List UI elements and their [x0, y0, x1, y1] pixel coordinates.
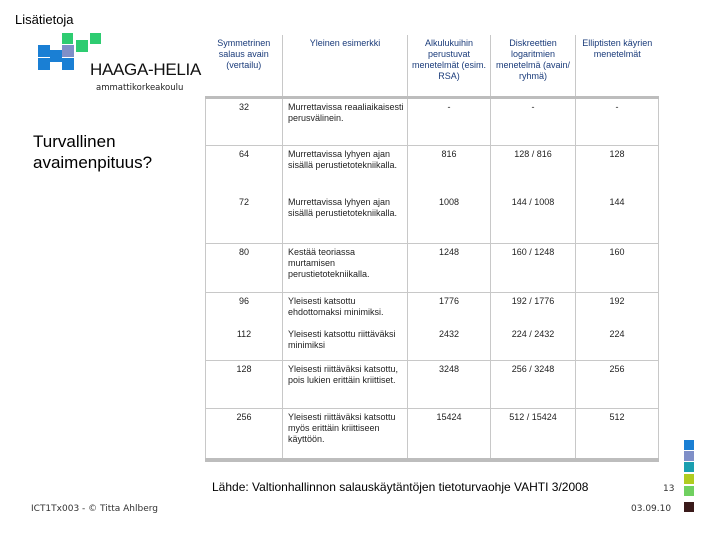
color-square: [684, 474, 694, 484]
table-cell: Yleisesti riittäväksi katsottu myös erittäin kriittiseen käyttöön.: [283, 408, 408, 460]
column-header: Elliptisten käyrien menetelmät: [576, 35, 659, 97]
table-row: [206, 360, 659, 408]
table-cell: 64: [206, 145, 283, 194]
color-square: [684, 451, 694, 461]
color-square: [684, 440, 694, 450]
haaga-helia-logo: [38, 33, 202, 99]
table-cell: 192: [576, 292, 659, 326]
table-cell: Kestää teoriassa murtamisen perustietotekniikalla.: [283, 243, 408, 292]
column-header: Alkulukuihin perustuvat menetelmät (esim. RSA): [408, 35, 491, 97]
table-cell: 256 / 3248: [491, 360, 576, 408]
footer-author: ICT1Tx003 - © Titta Ahlberg: [31, 504, 159, 514]
table-cell: 224: [576, 326, 659, 360]
color-square: [684, 486, 694, 496]
column-header: Diskreettien logaritmien menetelmä (avain/ ryhmä): [491, 35, 576, 97]
table-cell: 160: [576, 243, 659, 292]
table-cell: 160 / 1248: [491, 243, 576, 292]
table-cell: -: [491, 97, 576, 145]
column-header: Symmetrinen salaus avain (vertailu): [206, 35, 283, 97]
table-cell: Yleisesti katsottu ehdottomaksi minimiksi.: [283, 292, 408, 326]
logo-name: HAAGA-HELIA: [90, 60, 202, 79]
page-number: 13: [663, 484, 675, 494]
table-cell: 512 / 15424: [491, 408, 576, 460]
footer-date: 03.09.10: [631, 504, 672, 514]
key-length-table: [205, 35, 659, 462]
table-cell: -: [576, 97, 659, 145]
table-row: [206, 97, 659, 145]
table-cell: 80: [206, 243, 283, 292]
table-cell: 1248: [408, 243, 491, 292]
table-cell: 112: [206, 326, 283, 360]
table-cell: Murrettavissa lyhyen ajan sisällä perustietotekniikalla.: [283, 194, 408, 243]
table-cell: 224 / 2432: [491, 326, 576, 360]
table-cell: 96: [206, 292, 283, 326]
table-cell: 128: [576, 145, 659, 194]
table-cell: 3248: [408, 360, 491, 408]
table-row: [206, 194, 659, 243]
table-cell: 128 / 816: [491, 145, 576, 194]
color-square: [684, 462, 694, 472]
slide-question: [33, 131, 152, 173]
table-cell: Yleisesti katsottu riittäväksi minimiksi: [283, 326, 408, 360]
table-cell: 256: [206, 408, 283, 460]
table-cell: 72: [206, 194, 283, 243]
table-cell: 128: [206, 360, 283, 408]
table-cell: 32: [206, 97, 283, 145]
table-cell: Murrettavissa lyhyen ajan sisällä perustietotekniikalla.: [283, 145, 408, 194]
logo-subtitle: ammattikorkeakoulu: [96, 83, 184, 93]
source-note: Lähde: Valtionhallinnon salauskäytäntöjen tietoturvaohje VAHTI 3/2008: [212, 480, 589, 494]
column-header: Yleinen esimerkki: [283, 35, 408, 97]
question-line: avaimenpituus?: [33, 153, 153, 172]
table-cell: 192 / 1776: [491, 292, 576, 326]
question-line: Turvallinen: [33, 132, 116, 151]
table-row: [206, 145, 659, 194]
table-cell: 816: [408, 145, 491, 194]
table-row: [206, 408, 659, 460]
table-row: [206, 292, 659, 326]
table-cell: 512: [576, 408, 659, 460]
table-cell: 1776: [408, 292, 491, 326]
slide-header: Lisätietoja: [15, 12, 74, 27]
table-row: [206, 243, 659, 292]
table-cell: 2432: [408, 326, 491, 360]
table-cell: 144 / 1008: [491, 194, 576, 243]
table-cell: 144: [576, 194, 659, 243]
table-cell: Yleisesti riittäväksi katsottu, pois lukien erittäin kriittiset.: [283, 360, 408, 408]
color-square: [684, 502, 694, 512]
table-cell: 1008: [408, 194, 491, 243]
table-row: [206, 326, 659, 360]
table-cell: -: [408, 97, 491, 145]
table-cell: Murrettavissa reaaliaikaisesti perusvälinein.: [283, 97, 408, 145]
table-cell: 256: [576, 360, 659, 408]
table-cell: 15424: [408, 408, 491, 460]
